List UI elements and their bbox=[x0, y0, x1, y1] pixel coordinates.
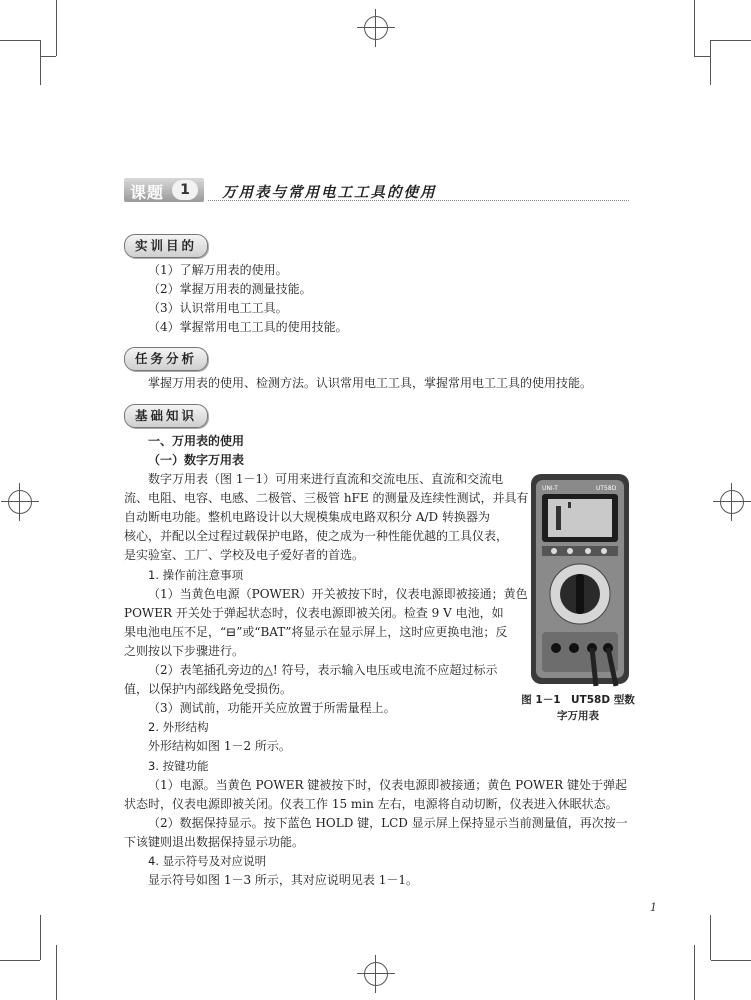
paragraph-line: 果电池电压不足，“⊟”或“BAT”将显示在显示屏上，这时应更换电池；反 bbox=[124, 625, 508, 639]
chapter-number: 1 bbox=[172, 180, 198, 200]
intro-line: 数字万用表（图 1－1）可用来进行直流和交流电压、直流和交流电 bbox=[148, 472, 504, 486]
heading-digital-multimeter: （一）数字万用表 bbox=[148, 453, 245, 467]
subheading-keys: 3. 按键功能 bbox=[148, 759, 209, 773]
paragraph-line: （2）表笔插孔旁边的△! 符号，表示输入电压或电流不应超过标示 bbox=[148, 663, 498, 677]
multimeter-figure bbox=[530, 472, 630, 687]
task-text: 掌握万用表的使用、检测方法。认识常用电工工具，掌握常用电工工具的使用技能。 bbox=[148, 376, 593, 390]
objective-item: （3）认识常用电工工具。 bbox=[148, 301, 288, 315]
paragraph-line: （3）测试前，功能开关应放置于所需量程上。 bbox=[148, 701, 396, 715]
objective-item: （2）掌握万用表的测量技能。 bbox=[148, 282, 312, 296]
objective-item: （4）掌握常用电工工具的使用技能。 bbox=[148, 320, 348, 334]
intro-line: 流、电阻、电容、电感、二极管、三极管 hFE 的测量及连续性测试，并具有 bbox=[124, 491, 529, 505]
objective-item: （1）了解万用表的使用。 bbox=[148, 263, 288, 277]
paragraph-line: （1）当黄色电源（POWER）开关被按下时，仪表电源即被接通；黄色 bbox=[148, 587, 528, 601]
subheading-structure: 2. 外形结构 bbox=[148, 720, 209, 734]
paragraph-line: 之则按以下步骤进行。 bbox=[124, 644, 245, 658]
figure-caption-line: 字万用表 bbox=[557, 710, 599, 722]
paragraph-line: 状态时，仪表电源即被关闭。仪表工作 15 min 左右，电源将自动切断，仪表进入休眠状态。 bbox=[124, 797, 618, 811]
paragraph-line: （2）数据保持显示。按下蓝色 HOLD 键，LCD 显示屏上保持显示当前测量值，再次按一 bbox=[148, 816, 628, 830]
subheading-symbols: 4. 显示符号及对应说明 bbox=[148, 854, 267, 868]
chapter-divider bbox=[208, 200, 629, 201]
figure-caption-line: 图 1－1 UT58D 型数 bbox=[521, 694, 635, 706]
section-tag-task: 任务分析 bbox=[124, 347, 208, 371]
brand-label: UNI-T bbox=[542, 485, 558, 492]
intro-line: 是实验室、工厂、学校及电子爱好者的首选。 bbox=[124, 548, 365, 562]
chapter-header bbox=[124, 178, 629, 202]
paragraph-line: （1）电源。当黄色 POWER 键被按下时，仪表电源即被接通；黄色 POWER 键处于弹起 bbox=[148, 778, 627, 792]
multimeter-icon bbox=[530, 472, 630, 687]
section-tag-basics: 基础知识 bbox=[124, 404, 208, 428]
model-label: UT58D bbox=[596, 485, 617, 492]
heading-multimeter: 一、万用表的使用 bbox=[148, 434, 245, 448]
subheading-precautions: 1. 操作前注意事项 bbox=[148, 568, 244, 582]
paragraph-line: 下该键则退出数据保持显示功能。 bbox=[124, 835, 305, 849]
intro-line: 核心，并配以全过程过载保护电路，使之成为一种性能优越的工具仪表， bbox=[124, 529, 509, 543]
section-tag-objectives: 实训目的 bbox=[124, 234, 208, 258]
paragraph-line: 值，以保护内部线路免受损伤。 bbox=[124, 682, 293, 696]
chapter-tag-label: 课题 bbox=[130, 183, 165, 202]
page-number: 1 bbox=[650, 901, 657, 914]
paragraph-line: 外形结构如图 1－2 所示。 bbox=[148, 739, 291, 753]
intro-line: 自动断电功能。整机电路设计以大规模集成电路双积分 A/D 转换器为 bbox=[124, 510, 490, 524]
figure-caption bbox=[520, 692, 636, 724]
paragraph-line: 显示符号如图 1－3 所示，其对应说明见表 1－1。 bbox=[148, 873, 418, 887]
chapter-tag bbox=[124, 178, 204, 202]
chapter-title: 万用表与常用电工工具的使用 bbox=[222, 185, 437, 201]
paragraph-line: POWER 开关处于弹起状态时，仪表电源即被关闭。检查 9 V 电池，如 bbox=[124, 606, 504, 620]
